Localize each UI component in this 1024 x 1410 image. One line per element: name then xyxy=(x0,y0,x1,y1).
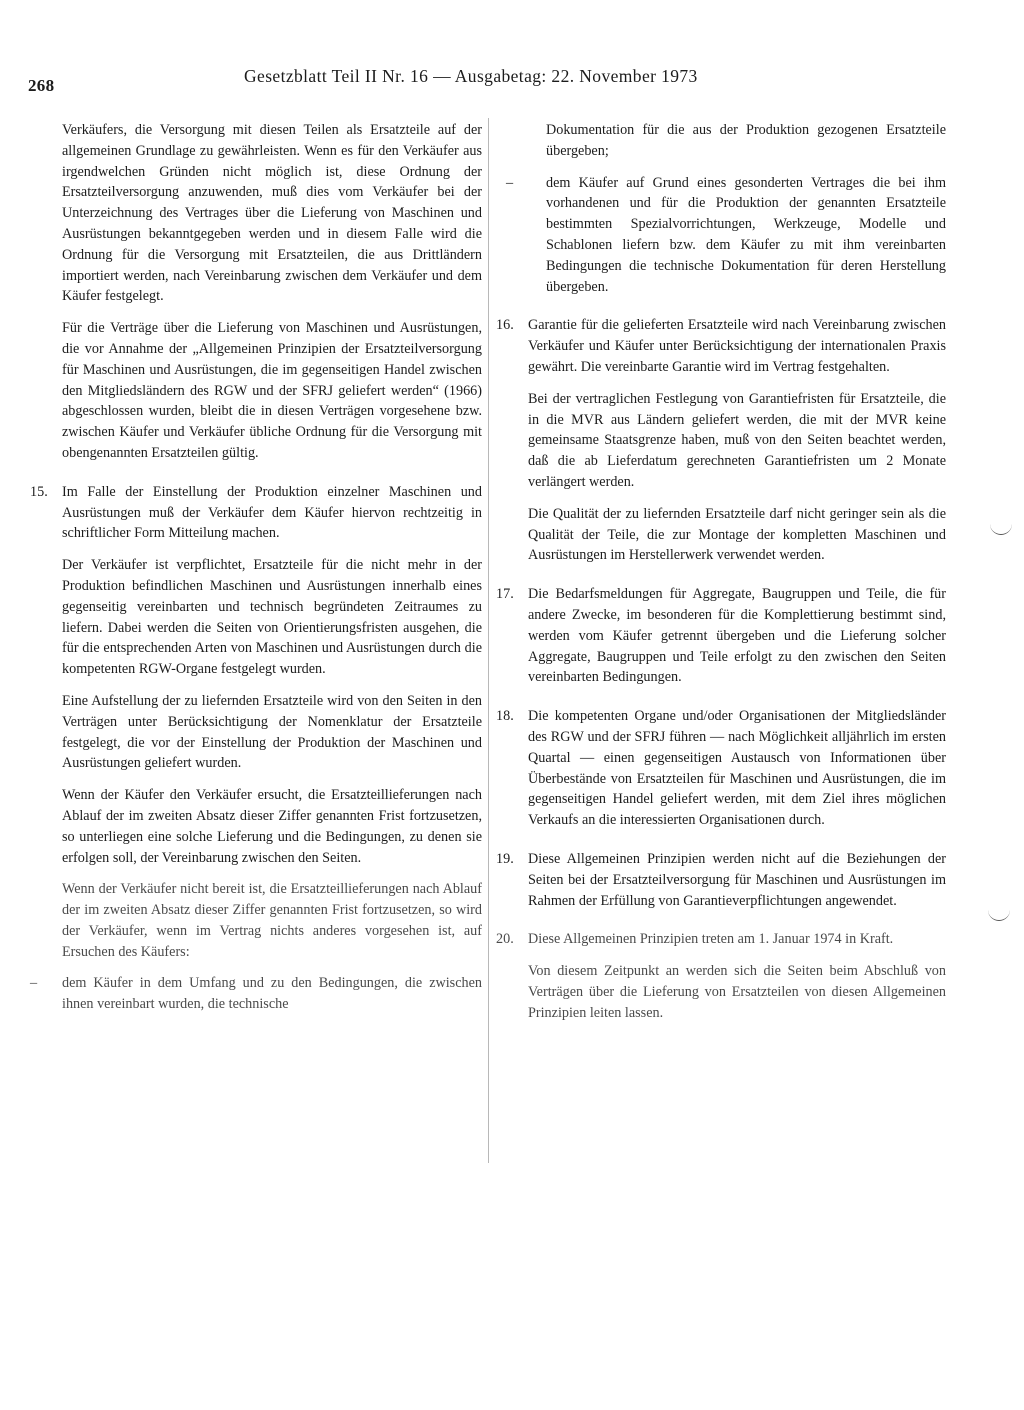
margin-mark xyxy=(988,910,1010,921)
list-item-text: dem Käufer in dem Umfang und zu den Bedingungen, die zwischen ihnen vereinbart wurden, die technische xyxy=(62,975,482,1013)
section-number: 16. xyxy=(496,317,514,334)
paragraph: Diese Allgemeinen Prinzipien werden nicht auf die Beziehungen der Seiten bei der Ersatzteilversorgung für Maschinen und Ausrüstungen im Rahmen der Erfüllung von Garantieverpflichtungen angewendet. xyxy=(528,850,946,909)
section-number: 17. xyxy=(496,586,514,603)
margin-mark xyxy=(990,524,1012,535)
paragraph: Verkäufers, die Versorgung mit diesen Teilen als Ersatzteile auf der allgemeinen Grundlage zu gewährleisten. Wenn es für den Verkäufer aus irgendwelchen Gründen nicht möglich ist, diese Ordnung der Ersatzteilversorgung anzuwenden, muß dies vom Verkäufer bei der Unterzeichnung des Vertrages über die Lieferung von Maschinen und Ausrüstungen bekanntgegeben werden und in diesem Falle wird die Ordnung für die Versorgung mit Ersatzteilen, die aus Drittländern importiert werden, nach Vereinbarung zwischen dem Verkäufer und dem Käufer festgelegt. xyxy=(62,122,482,305)
paragraph: Im Falle der Einstellung der Produktion einzelner Maschinen und Ausrüstungen muß der Verkäufer dem Käufer hiervon rechtzeitig in schriftlicher Form Mitteilung machen. xyxy=(62,483,482,542)
paragraph: Für die Verträge über die Lieferung von Maschinen und Ausrüstungen, die vor Annahme der „Allgemeinen Prinzipien der Ersatzteilversorgung für Maschinen und Ausrüstungen, die im gegenseitigen Handel zwischen den Mitgliedsländern des RGW und der SFRJ geliefert werden“ (1966) abgeschlossen wurden, bleibt die in diesen Verträgen vorgesehene bzw. zwischen Käufer und Verkäufer übliche Ordnung für die Versorgung mit obengenannten Ersatzteilen gültig. xyxy=(62,320,482,461)
section-16 xyxy=(496,315,946,566)
paragraph: Wenn der Käufer den Verkäufer ersucht, die Ersatzteillieferungen nach Ablauf der im zweiten Absatz dieser Ziffer genannten Frist fortzusetzen, so unterliegen eine solche Lieferung und die Bedingungen, zu denen sie erfolgen soll, der Vereinbarung zwischen den Seiten. xyxy=(62,787,482,866)
paragraph: Die Qualität der zu liefernden Ersatzteile darf nicht geringer sein als die Qualität der Teile, die zur Montage der kompletten Maschinen und Ausrüstungen im Herstellerwerk verwendet werden. xyxy=(528,505,946,564)
list-item-text: dem Käufer auf Grund eines gesonderten Vertrages die bei ihm vorhandenen und für die Produktion der genannten Ersatzteile bestimmten Spezialvorrichtungen, Werkzeuge, Modelle und Schablonen liefern bzw. dem Käufer zu mit ihm vereinbarten Bedingungen die technische Dokumentation für deren Herstellung übergeben. xyxy=(546,174,946,295)
section-number: 19. xyxy=(496,850,514,867)
paragraph: Die Bedarfsmeldungen für Aggregate, Baugruppen und Teile, die für andere Zwecke, im besonderen für die Komplettierung bestimmt sind, werden vom Käufer getrennt übergeben und die Lieferung solcher Aggregate, Baugruppen und Teile erfolgt zu den zwischen den Seiten vereinbarten Bedingungen. xyxy=(528,586,946,686)
section-number: 18. xyxy=(496,708,514,725)
paragraph: Garantie für die gelieferten Ersatzteile wird nach Vereinbarung zwischen Verkäufer und Käufer unter Berücksichtigung der internationalen Praxis gewährt. Die vereinbarte Garantie wird im Vertrag festgehalten. xyxy=(528,317,946,375)
paragraph: Von diesem Zeitpunkt an werden sich die Seiten beim Abschluß von Verträgen über die Lieferung von Ersatzteilen von diesen Allgemeinen Prinzipien leiten lassen. xyxy=(528,963,946,1021)
paragraph: Der Verkäufer ist verpflichtet, Ersatzteile für die nicht mehr in der Produktion befindlichen Maschinen und Ausrüstungen innerhalb eines gegenseitig vereinbarten und technisch begründeten Zeitraumes zu liefern. Dabei werden die Seiten von Orientierungsfristen ausgehen, die für die entsprechenden Arten von Maschinen und Ausrüstungen durch die kompetenten RGW-Organe festgelegt wurden. xyxy=(62,557,482,678)
paragraph: Diese Allgemeinen Prinzipien treten am 1. Januar 1974 in Kraft. xyxy=(528,931,894,948)
section-15 xyxy=(30,482,482,963)
paragraph: Eine Aufstellung der zu liefernden Ersatzteile wird von den Seiten in den Verträgen unter Berücksichtigung der Nomenklatur der Ersatzteile festgelegt, die vor der Einstellung der Produktion der Maschinen und Ausrüstungen geliefert wurden. xyxy=(62,692,482,772)
list-item-text: Dokumentation für die aus der Produktion gezogenen Ersatzteile übergeben; xyxy=(546,122,946,159)
page-number: 268 xyxy=(28,76,55,95)
section-number: 20. xyxy=(496,931,514,948)
section-number: 15. xyxy=(30,483,48,500)
right-column xyxy=(496,120,946,1034)
section-20 xyxy=(496,929,946,1023)
dash-list-item-continued xyxy=(496,120,946,162)
section-18 xyxy=(496,706,946,831)
dash-bullet: – xyxy=(30,975,38,992)
paragraph: Bei der vertraglichen Festlegung von Garantiefristen für Ersatzteile, die in die MVR aus Ländern geliefert werden, die mit der MVR keine gemeinsame Staatsgrenze haben, muß von den Seiten beachtet werden, daß die ab Lieferdatum gerechneten Garantiefristen um 2 Monate verlängert werden. xyxy=(528,390,946,490)
paragraph: Wenn der Verkäufer nicht bereit ist, die Ersatzteillieferungen nach Ablauf der im zweiten Absatz dieser Ziffer genannten Frist fortzusetzen, so wird der Verkäufer, wenn im Vertrag nichts anderes vorgesehen ist, auf Ersuchen des Käufers: xyxy=(62,881,482,960)
section-19 xyxy=(496,849,946,911)
running-head: Gesetzblatt Teil II Nr. 16 — Ausgabetag: 22. November 1973 xyxy=(244,66,698,86)
dash-list-item xyxy=(496,173,946,298)
section-17 xyxy=(496,584,946,688)
dash-list-item xyxy=(30,973,482,1015)
paragraph: Die kompetenten Organe und/oder Organisationen der Mitgliedsländer des RGW und der SFRJ führen — nach Möglichkeit alljährlich im ersten Quartal — einen gegenseitigen Austausch von Informationen über Überbestände von Ersatzteilen für Maschinen und Ausrüstungen, die im gegenseitigen Handel geliefert werden, mit dem Ziel ihres möglichen Verkaufs an die interessierten Organisationen durch. xyxy=(528,708,946,829)
dash-bullet: – xyxy=(506,174,514,191)
column-divider xyxy=(488,118,489,1163)
left-column xyxy=(30,120,482,1026)
